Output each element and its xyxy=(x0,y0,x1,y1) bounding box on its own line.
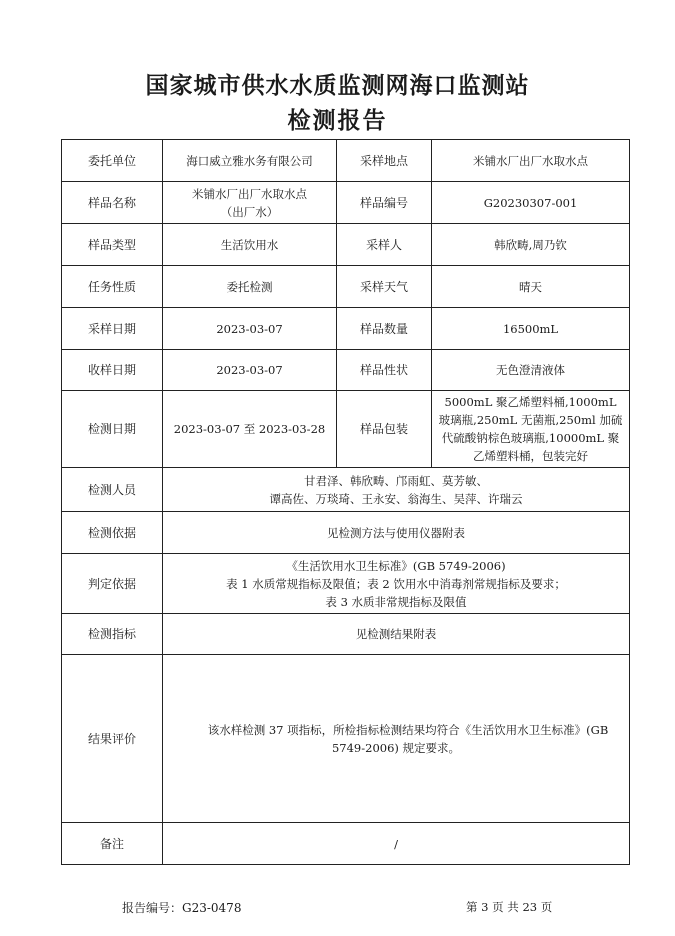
table-row xyxy=(62,350,630,391)
table-row xyxy=(62,182,630,224)
sample-name-value: 米铺水厂出厂水取水点（出厂水） xyxy=(163,182,337,224)
client-label: 委托单位 xyxy=(62,140,163,182)
table-row xyxy=(62,140,630,182)
sampling-location-label: 采样地点 xyxy=(337,140,432,182)
indicators-value: 见检测结果附表 xyxy=(163,614,630,655)
sample-name-label: 样品名称 xyxy=(62,182,163,224)
report-title: 检测报告 xyxy=(287,108,388,134)
sample-number-value: G20230307-001 xyxy=(432,182,630,224)
report-table xyxy=(61,139,630,865)
test-date-value: 2023-03-07 至 2023-03-28 xyxy=(163,391,337,468)
task-value: 委托检测 xyxy=(163,266,337,308)
station-title: 国家城市供水水质监测网海口监测站 xyxy=(145,73,530,99)
sampling-date-value: 2023-03-07 xyxy=(163,308,337,350)
judgement-line-1: 《生活饮用水卫生标准》(GB 5749-2006) xyxy=(286,558,506,573)
sample-type-value: 生活饮用水 xyxy=(163,224,337,266)
sampling-location-value: 米铺水厂出厂水取水点 xyxy=(432,140,630,182)
table-row xyxy=(62,554,630,614)
table-row xyxy=(62,391,630,468)
table-row xyxy=(62,655,630,823)
task-label: 任务性质 xyxy=(62,266,163,308)
sample-type-label: 样品类型 xyxy=(62,224,163,266)
sample-quantity-value: 16500mL xyxy=(432,308,630,350)
weather-label: 采样天气 xyxy=(337,266,432,308)
sample-quantity-label: 样品数量 xyxy=(337,308,432,350)
client-value: 海口威立雅水务有限公司 xyxy=(163,140,337,182)
table-row xyxy=(62,308,630,350)
table-row xyxy=(62,512,630,554)
personnel-line-1: 甘君泽、韩欣畴、邝雨虹、莫芳敏、 xyxy=(304,473,488,488)
table-row xyxy=(62,266,630,308)
receive-date-value: 2023-03-07 xyxy=(163,350,337,391)
page-indicator: 第 3 页 共 23 页 xyxy=(466,900,553,914)
sample-packaging-label: 样品包装 xyxy=(337,391,432,468)
sample-appearance-value: 无色澄清液体 xyxy=(432,350,630,391)
indicators-label: 检测指标 xyxy=(62,614,163,655)
basis-label: 检测依据 xyxy=(62,512,163,554)
table-row xyxy=(62,468,630,512)
report-number: 报告编号：G23-0478 xyxy=(122,901,242,915)
evaluation-label: 结果评价 xyxy=(62,655,163,823)
sampling-date-label: 采样日期 xyxy=(62,308,163,350)
sample-appearance-label: 样品性状 xyxy=(337,350,432,391)
weather-value: 晴天 xyxy=(432,266,630,308)
judgement-label: 判定依据 xyxy=(62,554,163,614)
basis-value: 见检测方法与使用仪器附表 xyxy=(163,512,630,554)
remarks-value: / xyxy=(163,823,630,865)
evaluation-value: 该水样检测 37 项指标，所检指标检测结果均符合《生活饮用水卫生标准》(GB 5749-2006) 规定要求。 xyxy=(163,655,630,823)
table-row xyxy=(62,823,630,865)
receive-date-label: 收样日期 xyxy=(62,350,163,391)
judgement-line-3: 表 3 水质非常规指标及限值 xyxy=(325,594,467,609)
personnel-label: 检测人员 xyxy=(62,468,163,512)
sampler-value: 韩欣畴,周乃钦 xyxy=(432,224,630,266)
remarks-label: 备注 xyxy=(62,823,163,865)
sample-packaging-value: 5000mL 聚乙烯塑料桶,1000mL 玻璃瓶,250mL 无菌瓶,250ml 加硫代硫酸钠棕色玻璃瓶,10000mL 聚乙烯塑料桶，包装完好 xyxy=(432,391,630,468)
test-date-label: 检测日期 xyxy=(62,391,163,468)
sampler-label: 采样人 xyxy=(337,224,432,266)
judgement-line-2: 表 1 水质常规指标及限值；表 2 饮用水中消毒剂常规指标及要求； xyxy=(226,576,566,591)
judgement-value xyxy=(163,554,630,614)
personnel-value xyxy=(163,468,630,512)
table-row xyxy=(62,614,630,655)
personnel-line-2: 谭高佐、万琰琦、王永安、翁海生、吴萍、许瑞云 xyxy=(269,491,523,506)
sample-number-label: 样品编号 xyxy=(337,182,432,224)
table-row xyxy=(62,224,630,266)
